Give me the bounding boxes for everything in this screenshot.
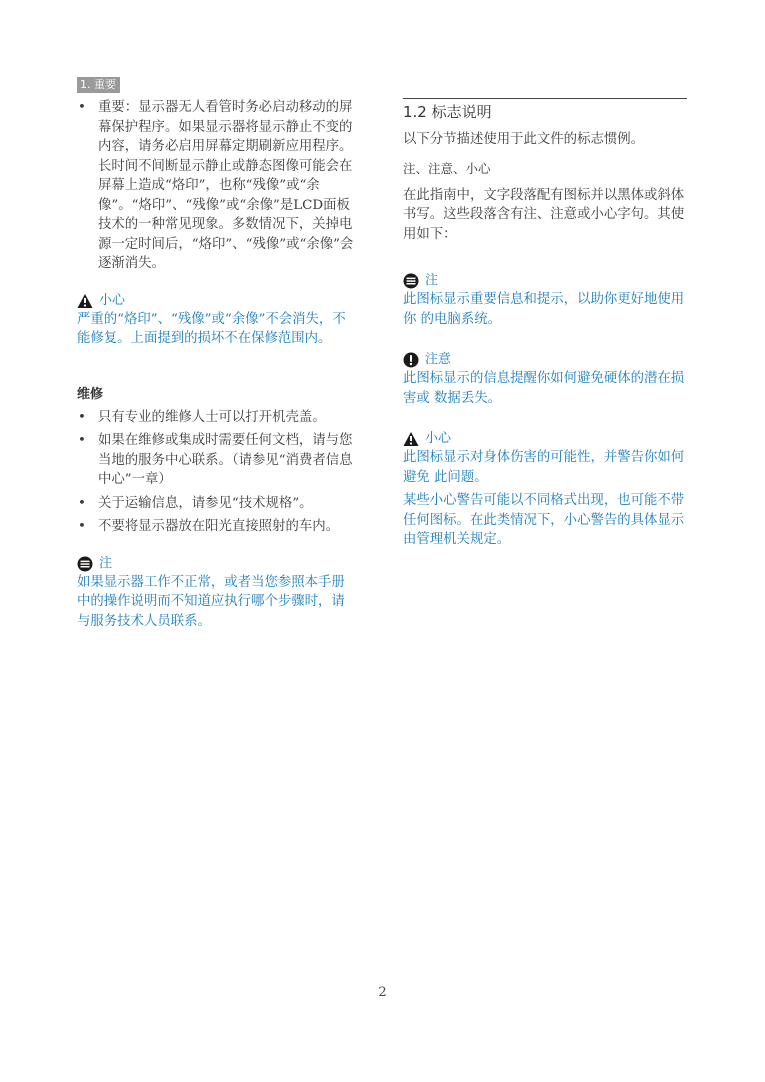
important-bullet-text: 重要：显示器无人看管时务必启动移动的屏幕保护程序。如果显示器将显示静止不变的内容，请务必启用屏幕定期刷新应用程序。长时间不间断显示静止或静态图像可能会在屏幕上造成“烙印”，也称“残像”或“余像”。“烙印”、“残像”或“余像”是LCD面板技术的一种常见现象。多数情况下，关掉电源一定时间后，“烙印”、“残像”或“余像”会逐渐消失。 bbox=[98, 100, 354, 271]
maintenance-heading: 维修 bbox=[77, 386, 104, 402]
note-body: 此图标显示重要信息和提示，以助你更好地使用你 的电脑系统。 bbox=[403, 292, 685, 327]
caution-title: 小心 bbox=[99, 292, 126, 308]
list-item: • 如果在维修或集成时需要任何文档，请与您当地的服务中心联系。（请参见“消费者信息中心”一章） bbox=[78, 433, 353, 487]
conventions-paragraph: 在此指南中，文字段落配有图标并以黑体或斜体书写。这些段落含有注、注意或小心字句。其使用如下： bbox=[403, 187, 685, 242]
attention-title: 注意 bbox=[425, 352, 452, 367]
section-tag: 1. 重要 bbox=[77, 77, 120, 93]
caution-callout bbox=[403, 430, 687, 550]
list-item: • 只有专业的维修人士可以打开机壳盖。 bbox=[78, 409, 326, 425]
left-column bbox=[77, 98, 357, 631]
section-title: 1.2 标志说明 bbox=[403, 98, 687, 122]
caution-title: 小心 bbox=[425, 431, 452, 446]
important-list bbox=[77, 98, 357, 274]
intro-text: 以下分节描述使用于此文件的标志惯例。 bbox=[403, 132, 645, 147]
caution-body-extra: 某些小心警告可能以不同格式出现，也可能不带任何图标。在此类情况下，小心警告的具体显示由管理机关规定。 bbox=[403, 493, 685, 547]
caution-icon bbox=[403, 431, 419, 447]
caution-body: 此图标显示对身体伤害的可能性，并警告你如何避免 此问题。 bbox=[403, 450, 685, 485]
exclamation-icon bbox=[403, 352, 419, 368]
caution-icon bbox=[77, 293, 93, 309]
note-body: 如果显示器工作不正常，或者当您参照本手册中的操作说明而不知道应执行哪个步骤时，请与服务技术人员联系。 bbox=[77, 574, 345, 629]
caution-callout bbox=[77, 292, 357, 349]
note-callout bbox=[403, 272, 687, 329]
list-item: • 不要将显示器放在阳光直接照射的车内。 bbox=[78, 519, 340, 534]
maintenance-list bbox=[77, 408, 357, 537]
list-item: • 重要：显示器无人看管时务必启动移动的屏幕保护程序。如果显示器将显示静止不变的内容，请务必启用屏幕定期刷新应用程序。长时间不间断显示静止或静态图像可能会在屏幕上造成“烙印”，也称“残像”或“余像”。“烙印”、“残像”或“余像”是LCD面板技术的一种常见现象。多数情况下，关掉电源一定时间后，“烙印”、“残像”或“余像”会逐渐消失。 bbox=[78, 100, 354, 271]
note-title: 注 bbox=[99, 555, 113, 571]
note-callout bbox=[77, 555, 357, 632]
caution-body: 严重的“烙印”、“残像”或“余像”不会消失，不能修复。上面提到的损坏不在保修范围内。 bbox=[77, 311, 346, 346]
conventions-subhead: 注、注意、小心 bbox=[403, 160, 491, 176]
note-icon bbox=[77, 556, 93, 572]
page-number: 2 bbox=[378, 985, 387, 1000]
note-title: 注 bbox=[425, 273, 439, 288]
attention-callout bbox=[403, 351, 687, 408]
attention-body: 此图标显示的信息提醒你如何避免硬体的潜在损害或 数据丢失。 bbox=[403, 371, 685, 406]
note-icon bbox=[403, 273, 419, 289]
list-item: • 关于运输信息，请参见“技术规格”。 bbox=[78, 495, 313, 511]
right-column bbox=[403, 98, 687, 550]
